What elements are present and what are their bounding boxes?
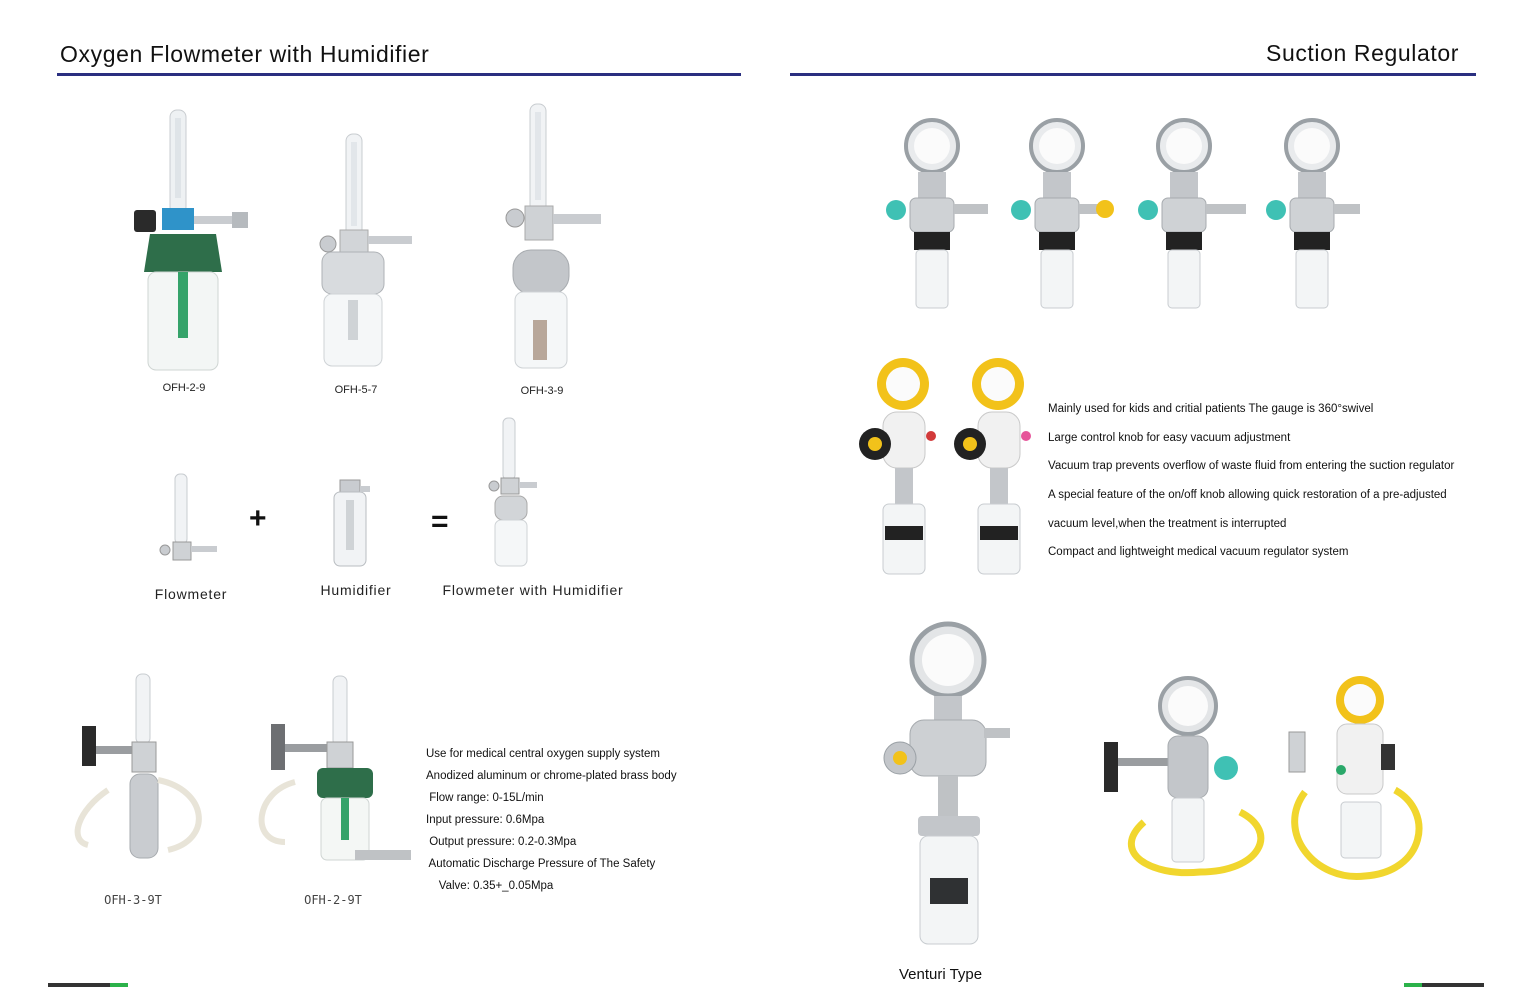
- spec-item: Output pressure: 0.2-0.3Mpa: [426, 836, 577, 848]
- venturi-type-caption: Venturi Type: [899, 966, 983, 983]
- product-image-ofh-3-9: [495, 100, 615, 378]
- product-image-ofh-2-9: [120, 104, 260, 376]
- feature-item: Mainly used for kids and critial patients The gauge is 360°swivel: [1048, 403, 1374, 415]
- model-caption-ofh-5-7: OFH-5-7: [334, 384, 378, 396]
- feature-item: Vacuum trap prevents overflow of waste fluid from entering the suction regulator: [1048, 460, 1455, 473]
- feature-item: Large control knob for easy vacuum adjustment: [1048, 431, 1291, 444]
- spec-item: Flow range: 0-15L/min: [426, 792, 544, 804]
- spec-item: Automatic Discharge Pressure of The Safety: [426, 858, 656, 870]
- feature-item: Compact and lightweight medical vacuum regulator system: [1048, 546, 1349, 559]
- hose-regulators-image: [1090, 672, 1430, 892]
- model-caption-ofh-2-9: OFH-2-9: [162, 382, 206, 394]
- product-image-ofh-2-9t: [255, 672, 415, 872]
- flowmeter-image: [155, 470, 225, 570]
- suction-regulators-row-image: [880, 112, 1370, 312]
- pediatric-regulators-image: [855, 356, 1045, 580]
- flowmeter-with-humidifier-image: [485, 414, 545, 570]
- venturi-regulator-image: [880, 616, 1020, 952]
- right-page-number-tab: [1404, 983, 1422, 987]
- model-caption-ofh-2-9t: OFH-2-9T: [304, 893, 362, 907]
- suction-feature-list: [1048, 395, 1454, 567]
- plus-sign: +: [249, 502, 267, 535]
- left-page-title: Oxygen Flowmeter with Humidifier: [60, 41, 430, 67]
- product-image-ofh-5-7: [310, 130, 420, 370]
- feature-item: vacuum level,when the treatment is interrupted: [1048, 517, 1287, 530]
- flowmeter-with-humidifier-caption: Flowmeter with Humidifier: [442, 582, 624, 598]
- spec-item: Anodized aluminum or chrome-plated brass body: [426, 770, 677, 782]
- feature-item: A special feature of the on/off knob allowing quick restoration of a pre-adjusted: [1048, 489, 1447, 502]
- right-title-rule: [790, 73, 1476, 76]
- left-page-number-tab: [110, 983, 128, 987]
- spec-item: Valve: 0.35+_0.05Mpa: [426, 880, 554, 892]
- product-image-ofh-3-9t: [68, 670, 218, 870]
- humidifier-caption: Humidifier: [320, 582, 392, 598]
- model-caption-ofh-3-9t: OFH-3-9T: [104, 893, 162, 907]
- right-page-title: Suction Regulator: [1266, 40, 1460, 66]
- model-caption-ofh-3-9: OFH-3-9: [520, 385, 564, 397]
- oxygen-spec-list: [426, 743, 677, 897]
- spec-item: Use for medical central oxygen supply system: [426, 748, 660, 760]
- left-title-rule: [57, 73, 741, 76]
- spec-item: Input pressure: 0.6Mpa: [426, 814, 545, 826]
- equals-sign: =: [431, 505, 449, 538]
- flowmeter-caption: Flowmeter: [154, 586, 228, 602]
- humidifier-image: [328, 476, 378, 570]
